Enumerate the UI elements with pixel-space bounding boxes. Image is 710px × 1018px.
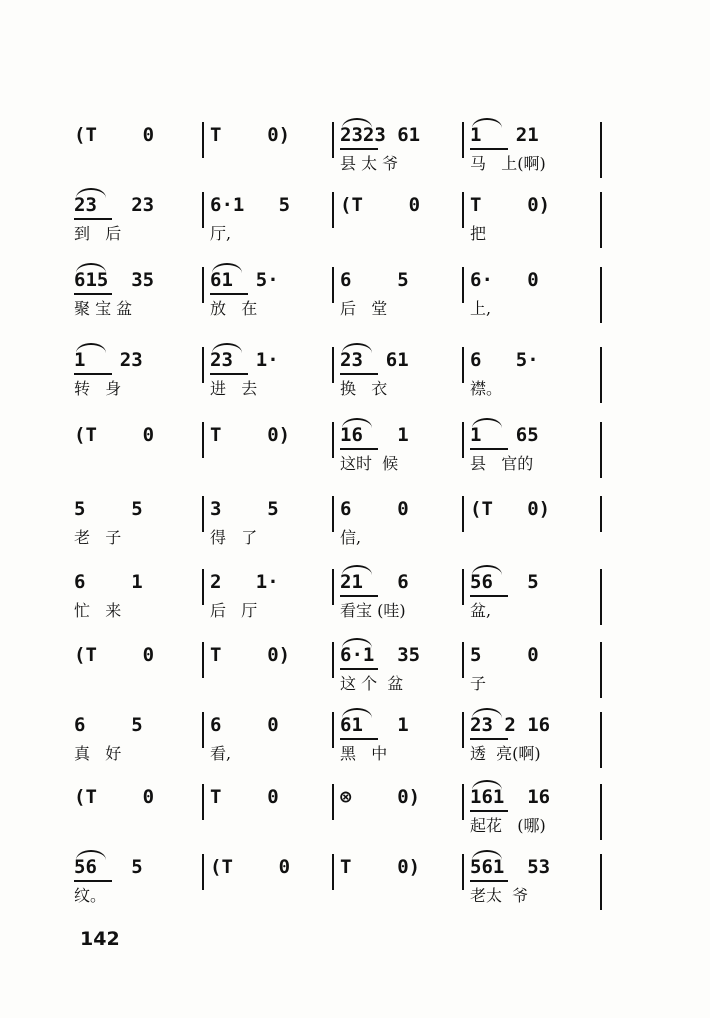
measure-notes: 16 1 [340,424,409,446]
bar-line [600,347,602,403]
bar-line [202,122,204,158]
measure-notes: 23 2 16 [470,714,551,736]
measure-notes: 2323 61 [340,124,421,146]
beam-line [470,595,508,597]
measure-lyrics: 看宝 (哇) [340,601,406,620]
measure-lyrics: 县 官的 [470,454,534,473]
measure-notes: 6· 0 [470,269,539,291]
measure-notes: 5 0 [470,644,539,666]
measure-notes: 5 5 [74,498,143,520]
measure-notes: 6·1 5 [210,194,291,216]
measure-notes: (T 0 [74,124,155,146]
bar-line [600,854,602,910]
measure-lyrics: 后 堂 [340,299,388,318]
measure-lyrics: 纹。 [74,886,107,905]
page-number: 142 [80,928,120,950]
measure-lyrics: 得 了 [210,528,258,547]
bar-line [202,496,204,532]
measure-lyrics: 真 好 [74,744,122,763]
bar-line [600,422,602,478]
measure-notes: 6 5 [74,714,143,736]
bar-line [332,496,334,532]
slur-arc [76,850,106,860]
measure-lyrics: 进 去 [210,379,258,398]
bar-line [332,784,334,820]
beam-line [470,880,508,882]
bar-line [202,712,204,748]
bar-line [332,347,334,383]
measure-lyrics: 子 [470,674,487,693]
measure-notes: 615 35 [74,269,155,291]
score-system [0,492,710,556]
bar-line [462,267,464,303]
bar-line [462,347,464,383]
slur-arc [342,418,372,428]
bar-line [332,569,334,605]
slur-arc [76,263,106,273]
slur-arc [76,343,106,353]
bar-line [332,854,334,890]
measure-notes: 1 23 [74,349,143,371]
measure-notes: 6 5 [340,269,409,291]
measure-notes: 6 0 [210,714,279,736]
measure-notes: 23 23 [74,194,155,216]
measure-notes: 1 65 [470,424,539,446]
bar-line [202,784,204,820]
bar-line [202,854,204,890]
bar-line [202,422,204,458]
measure-lyrics: 上, [470,299,492,318]
measure-notes: ⊗ 0) [340,786,421,808]
beam-line [470,448,508,450]
measure-lyrics: 这 个 盆 [340,674,404,693]
bar-line [462,422,464,458]
measure-lyrics: 县 太 爷 [340,154,399,173]
beam-line [340,738,378,740]
measure-notes: 61 5· [210,269,279,291]
bar-line [462,192,464,228]
measure-lyrics: 马 上(啊) [470,154,546,173]
slur-arc [472,418,502,428]
beam-line [74,373,112,375]
beam-line [470,810,508,812]
bar-line [332,422,334,458]
score-system [0,188,710,252]
beam-line [340,148,378,150]
measure-notes: 1 21 [470,124,539,146]
measure-notes: T 0) [470,194,551,216]
score-system [0,418,710,482]
bar-line [600,122,602,178]
slur-arc [342,638,372,648]
measure-lyrics: 信, [340,528,362,547]
measure-lyrics: 厅, [210,224,232,243]
measure-notes: 561 53 [470,856,551,878]
measure-notes: 56 5 [74,856,143,878]
measure-lyrics: 老 子 [74,528,122,547]
measure-notes: 6 5· [470,349,539,371]
bar-line [600,712,602,768]
measure-lyrics: 换 衣 [340,379,388,398]
beam-line [470,148,508,150]
measure-lyrics: 转 身 [74,379,122,398]
beam-line [74,293,112,295]
measure-notes: 21 6 [340,571,409,593]
measure-notes: (T 0 [74,786,155,808]
measure-notes: 61 1 [340,714,409,736]
beam-line [340,448,378,450]
slur-arc [472,118,502,128]
bar-line [600,784,602,840]
score-system [0,565,710,629]
measure-lyrics: 看, [210,744,232,763]
bar-line [600,267,602,323]
bar-line [202,192,204,228]
bar-line [332,712,334,748]
bar-line [332,267,334,303]
measure-lyrics: 把 [470,224,487,243]
slur-arc [472,565,502,575]
beam-line [210,373,248,375]
bar-line [600,569,602,625]
measure-lyrics: 起花 (哪) [470,816,546,835]
bar-line [332,192,334,228]
beam-line [340,668,378,670]
beam-line [340,595,378,597]
bar-line [600,192,602,248]
slur-arc [76,188,106,198]
beam-line [210,293,248,295]
measure-lyrics: 透 亮(啊) [470,744,541,763]
measure-notes: T 0 [210,786,279,808]
measure-notes: 6 0 [340,498,409,520]
measure-notes: 3 5 [210,498,279,520]
score-system [0,850,710,914]
bar-line [462,569,464,605]
bar-line [332,122,334,158]
measure-notes: 161 16 [470,786,551,808]
measure-notes: 2 1· [210,571,279,593]
slur-arc [212,343,242,353]
bar-line [600,642,602,698]
beam-line [74,880,112,882]
measure-lyrics: 老太 爷 [470,886,529,905]
bar-line [462,496,464,532]
beam-line [470,738,508,740]
measure-notes: (T 0 [74,644,155,666]
measure-notes: (T 0) [470,498,551,520]
measure-notes: T 0) [210,424,291,446]
score-system [0,263,710,327]
slur-arc [472,850,502,860]
measure-notes: 6 1 [74,571,143,593]
bar-line [462,854,464,890]
measure-notes: 6·1 35 [340,644,421,666]
slur-arc [472,780,502,790]
slur-arc [342,708,372,718]
measure-lyrics: 盆, [470,601,492,620]
measure-notes: T 0) [210,644,291,666]
score-system [0,638,710,702]
bar-line [462,642,464,678]
slur-arc [342,343,372,353]
slur-arc [342,118,372,128]
measure-notes: T 0) [340,856,421,878]
measure-lyrics: 忙 来 [74,601,122,620]
bar-line [332,642,334,678]
slur-arc [472,708,502,718]
bar-line [462,712,464,748]
measure-notes: (T 0 [340,194,421,216]
score-system [0,118,710,182]
bar-line [202,267,204,303]
measure-lyrics: 聚 宝 盆 [74,299,133,318]
beam-line [74,218,112,220]
measure-lyrics: 到 后 [74,224,122,243]
measure-lyrics: 襟。 [470,379,503,398]
beam-line [340,373,378,375]
score-system [0,708,710,772]
measure-lyrics: 后 厅 [210,601,258,620]
slur-arc [342,565,372,575]
measure-notes: 23 61 [340,349,409,371]
bar-line [462,122,464,158]
bar-line [202,642,204,678]
measure-notes: T 0) [210,124,291,146]
measure-lyrics: 黑 中 [340,744,388,763]
bar-line [202,569,204,605]
measure-notes: (T 0 [210,856,291,878]
score-system [0,780,710,844]
score-system [0,343,710,407]
bar-line [202,347,204,383]
measure-lyrics: 这时 候 [340,454,399,473]
bar-line [462,784,464,820]
measure-notes: 23 1· [210,349,279,371]
measure-lyrics: 放 在 [210,299,258,318]
bar-line [600,496,602,532]
slur-arc [212,263,242,273]
measure-notes: (T 0 [74,424,155,446]
measure-notes: 56 5 [470,571,539,593]
